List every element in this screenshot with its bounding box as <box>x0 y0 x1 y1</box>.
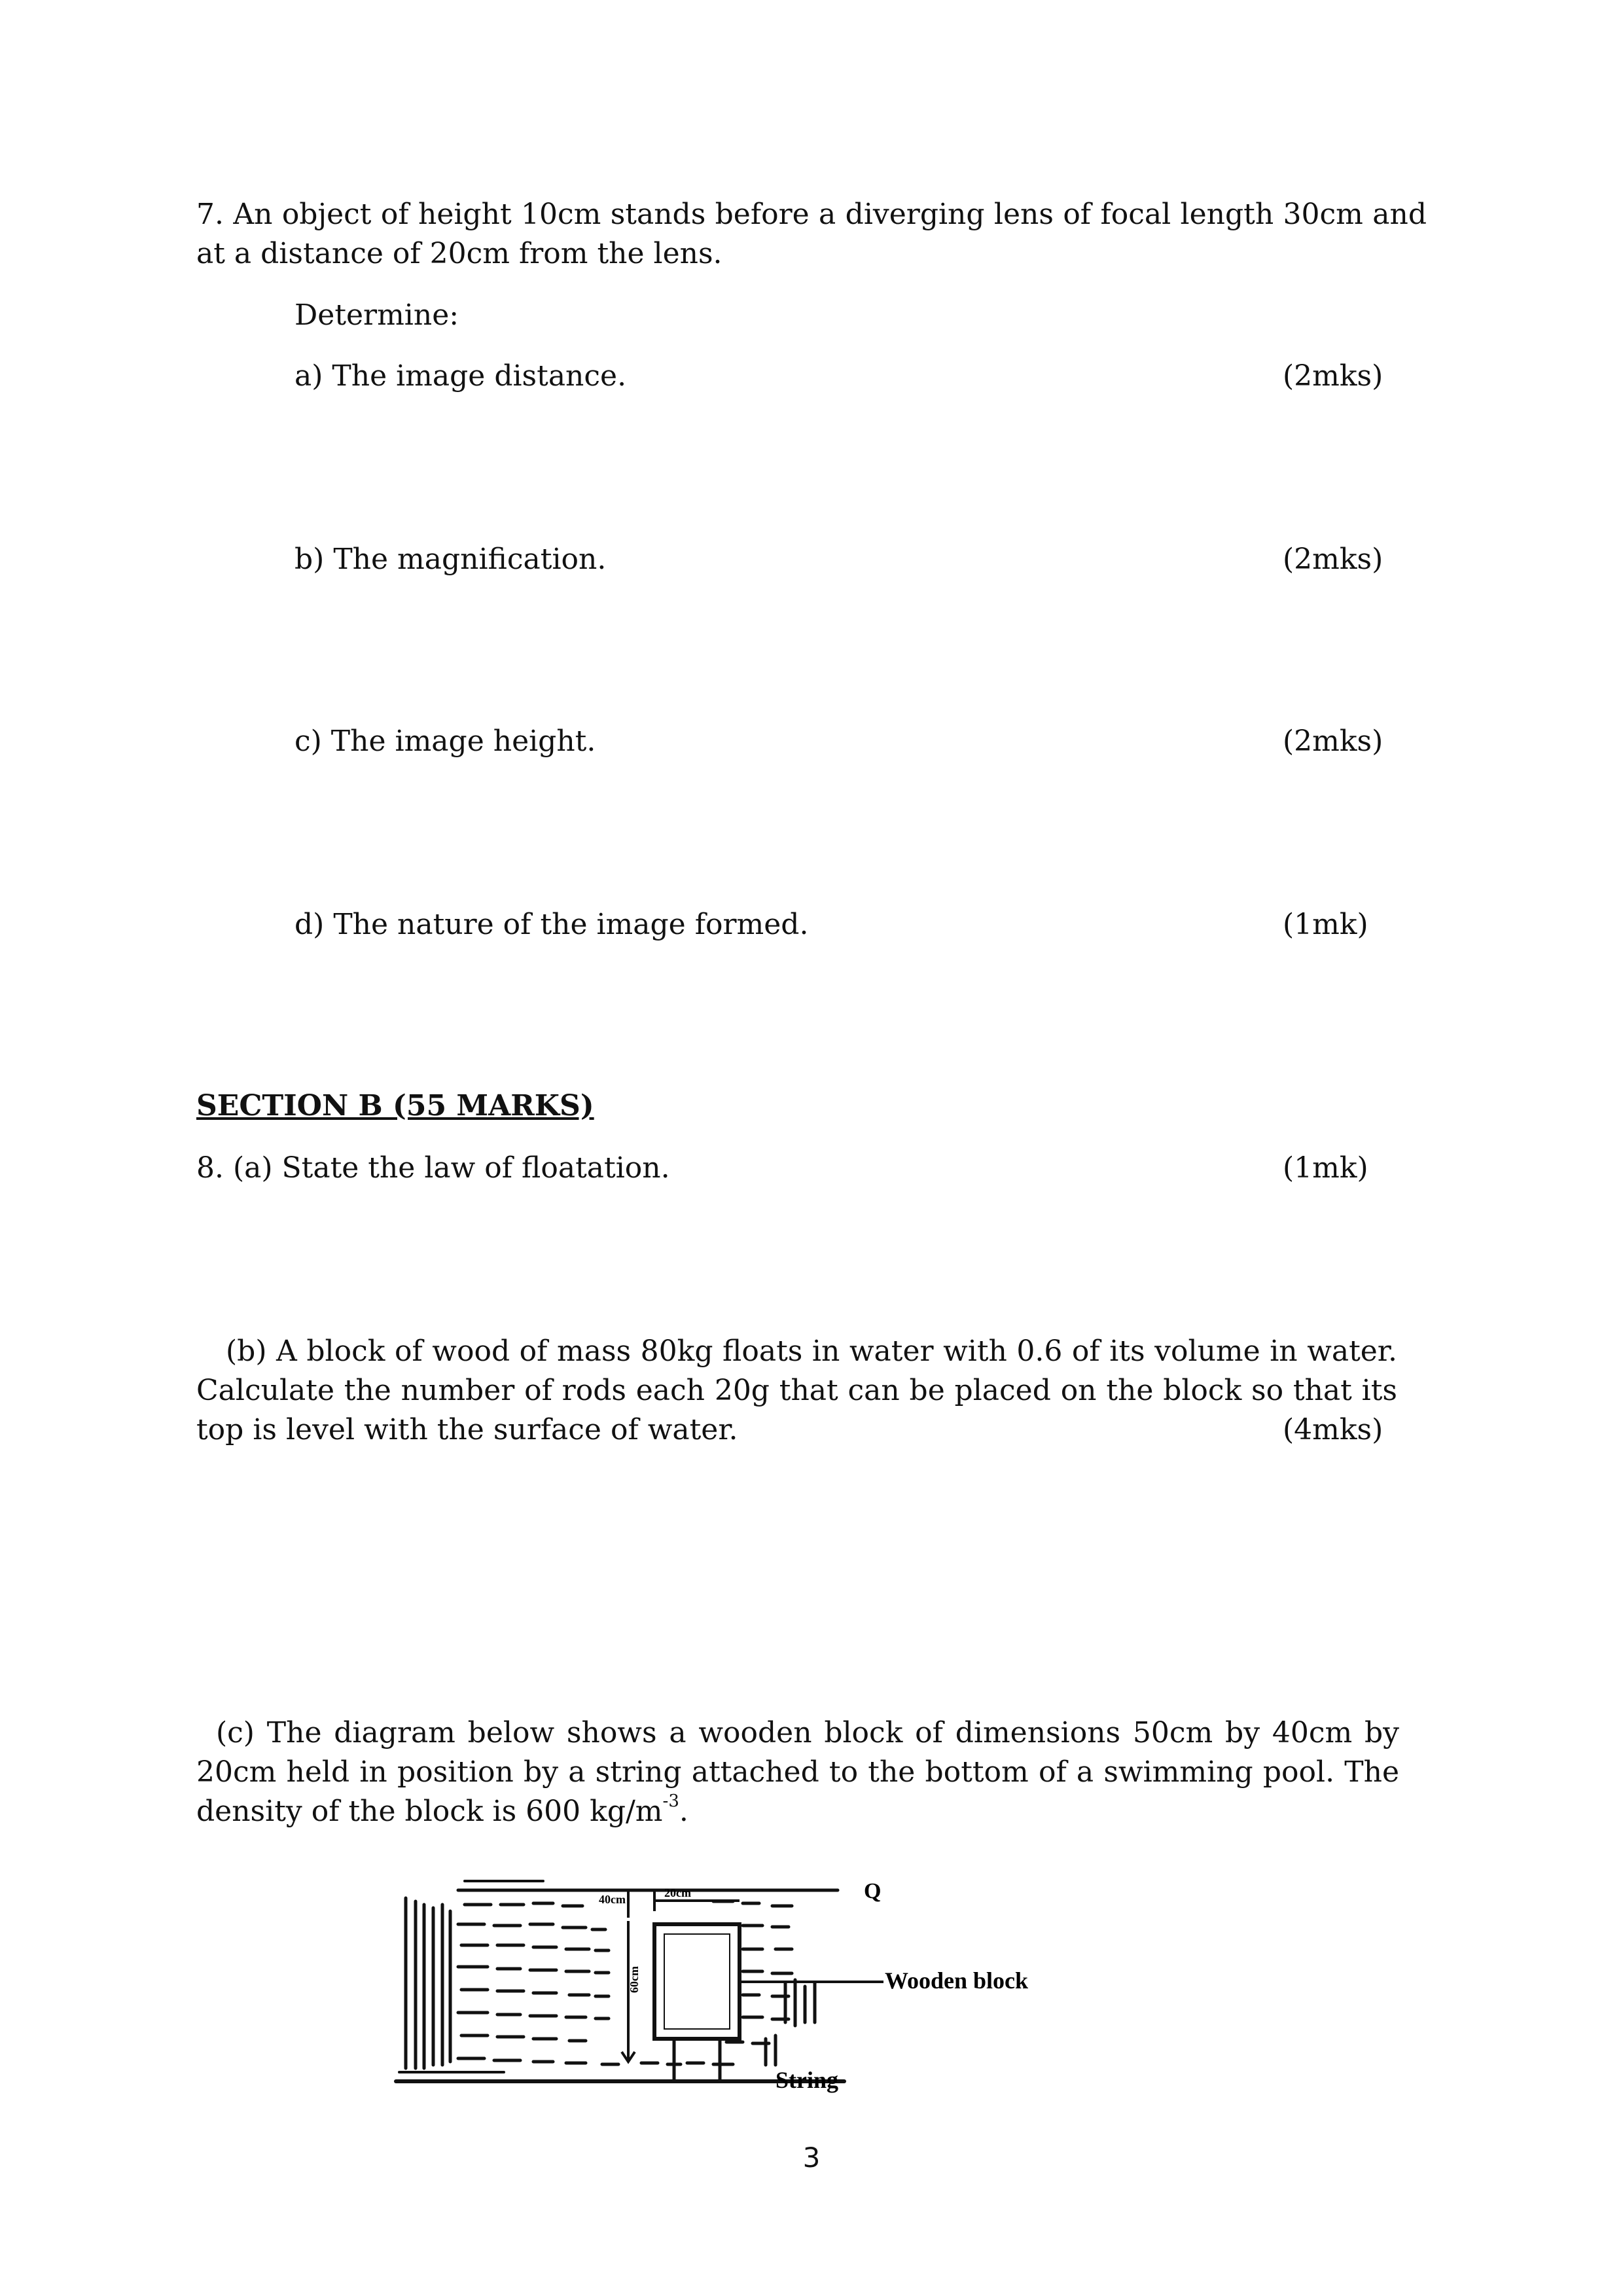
q7-stem <box>196 195 1427 274</box>
q8c-line-3-end: . <box>679 1795 688 1828</box>
q7d-marks: (1mk) <box>1283 908 1368 941</box>
q8c-line-1: (c) The diagram below shows a wooden block of dimensions 50cm by 40cm by <box>216 1716 1399 1749</box>
q7-line-1: 7. An object of height 10cm stands before a diverging lens of focal length 30cm and <box>196 198 1427 231</box>
q7a-text: a) The image distance. <box>294 359 627 393</box>
label-dim-top: 40cm <box>599 1893 626 1906</box>
q8c-line-2: 20cm held in position by a string attached to the bottom of a swimming pool. The <box>196 1755 1399 1789</box>
label-dim-side: 20cm <box>664 1886 691 1899</box>
q8a-text: 8. (a) State the law of floatation. <box>196 1151 670 1185</box>
q8b-text <box>196 1332 1397 1450</box>
q7-prompt: Determine: <box>294 298 459 332</box>
label-dim-height: 60cm <box>628 1966 641 1993</box>
section-b-heading: SECTION B (55 MARKS) <box>196 1089 594 1122</box>
label-wooden-block: Wooden block <box>885 1967 1029 1994</box>
q8c-text <box>196 1713 1399 1831</box>
wooden-block <box>654 1924 740 2039</box>
q8b-line-1: (b) A block of wood of mass 80kg floats in water with 0.6 of its volume in water. <box>226 1335 1397 1368</box>
q8c-line-3-text: density of the block is 600 kg/m <box>196 1795 663 1828</box>
q8c-exponent: -3 <box>662 1791 679 1812</box>
q8b-line-3: top is level with the surface of water. <box>196 1413 738 1446</box>
page-number: 3 <box>802 2142 821 2174</box>
q7b-text: b) The magnification. <box>294 543 607 576</box>
q7d-text: d) The nature of the image formed. <box>294 908 809 941</box>
floating-block-diagram <box>386 1872 1093 2094</box>
q8c-line-3 <box>196 1792 1399 1831</box>
q7c-marks: (2mks) <box>1283 725 1383 758</box>
q7-line-2: at a distance of 20cm from the lens. <box>196 237 722 270</box>
q8b-line-2: Calculate the number of rods each 20g that can be placed on the block so that its <box>196 1374 1397 1407</box>
label-string: String <box>776 2067 839 2093</box>
label-q: Q <box>864 1879 882 1903</box>
q7a-marks: (2mks) <box>1283 359 1383 393</box>
q8b-marks: (4mks) <box>1283 1413 1383 1446</box>
q7b-marks: (2mks) <box>1283 543 1383 576</box>
strings <box>674 2039 720 2080</box>
q7c-text: c) The image height. <box>294 725 596 758</box>
q8a-marks: (1mk) <box>1283 1151 1368 1185</box>
